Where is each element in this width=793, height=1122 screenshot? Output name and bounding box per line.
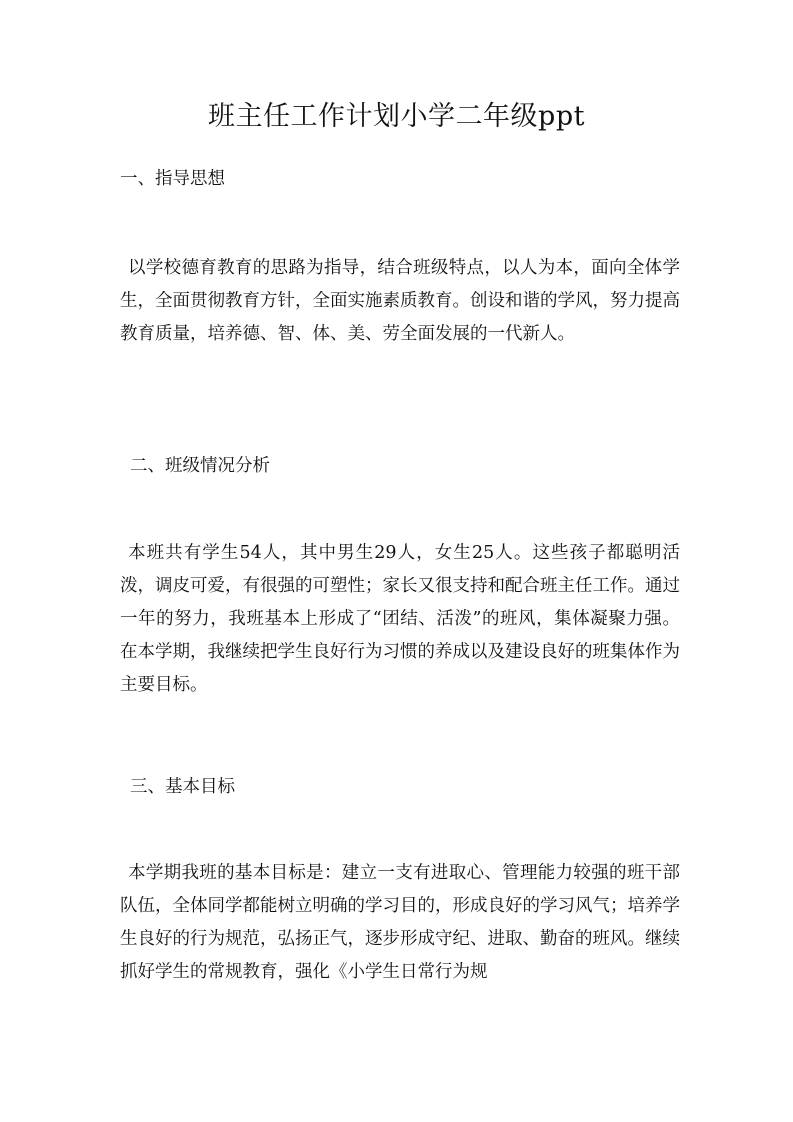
section-heading-guiding-ideology: 一、指导思想	[120, 169, 225, 189]
section-paragraph-basic-goals: 本学期我班的基本目标是：建立一支有进取心、管理能力较强的班干部队伍，全体同学都能树立明确的学习目的，形成良好的学习风气；培养学生良好的行为规范，弘扬正气，逐步形成守纪、进取、勤奋的班风。继续抓好学生的常规教育，强化《小学生日常行为规	[120, 863, 680, 982]
section-heading-class-analysis: 二、班级情况分析	[130, 456, 270, 476]
section-heading-basic-goals: 三、基本目标	[130, 777, 235, 797]
document-title: 班主任工作计划小学二年级ppt	[208, 101, 585, 132]
section-paragraph-class-analysis: 本班共有学生54人，其中男生29人，女生25人。这些孩子都聪明活泼，调皮可爱，有很强的可塑性；家长又很支持和配合班主任工作。通过一年的努力，我班基本上形成了“团结、活泼”的班风，集体凝聚力强。在本学期，我继续把学生良好行为习惯的养成以及建设良好的班集体作为主要目标。	[120, 543, 680, 695]
section-paragraph-guiding-ideology: 以学校德育教育的思路为指导，结合班级特点，以人为本，面向全体学生，全面贯彻教育方针，全面实施素质教育。创设和谐的学风，努力提高教育质量，培养德、智、体、美、劳全面发展的一代新人。	[120, 258, 680, 344]
